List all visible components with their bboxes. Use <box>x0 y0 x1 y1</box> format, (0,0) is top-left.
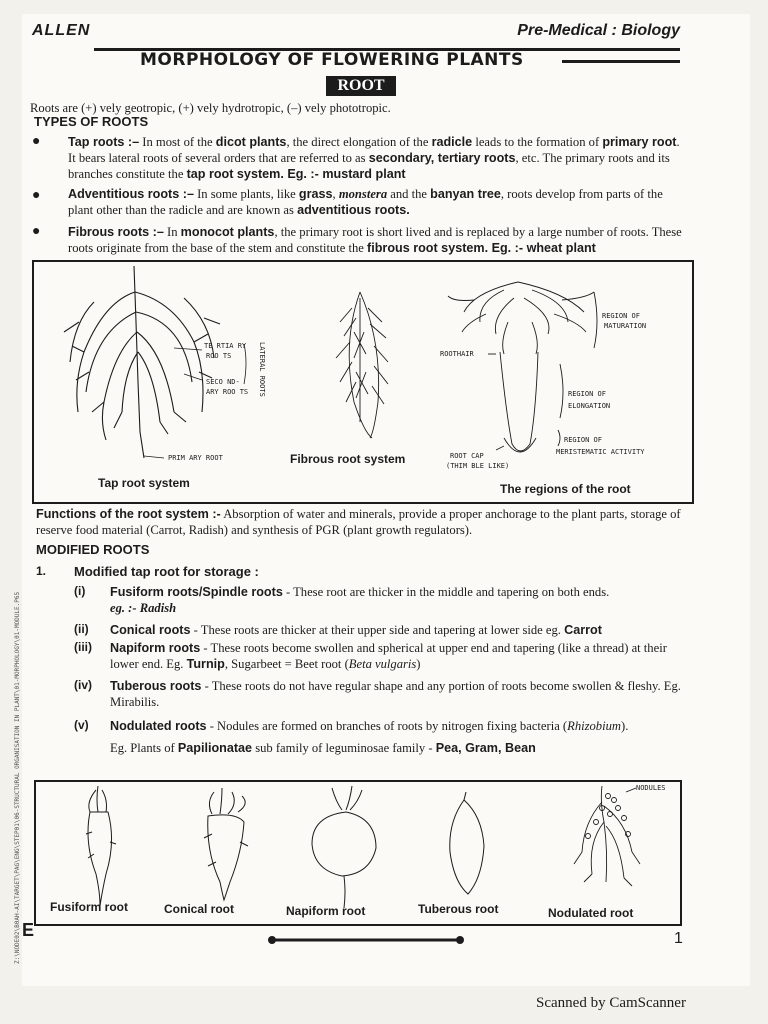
svg-text:(THIM BLE LIKE): (THIM BLE LIKE) <box>446 462 510 470</box>
root-regions-drawing <box>448 282 597 452</box>
fusiform-root-drawing <box>86 786 116 906</box>
title-rule <box>562 60 680 63</box>
tuberous-description: Tuberous roots - These roots do not have regular shape and any portion of roots become swollen & fleshy. Eg. Mirabilis. <box>110 679 681 709</box>
intro-text: Roots are (+) vely geotropic, (+) vely hydrotropic, (–) vely phototropic. <box>30 101 391 115</box>
page-title: MORPHOLOGY OF FLOWERING PLANTS <box>140 50 524 70</box>
fibrous-root-drawing <box>336 292 388 438</box>
napiform-caption: Napiform root <box>286 904 366 918</box>
label-root-hair: ROOTHAIR <box>440 350 474 358</box>
svg-text:ROO TS: ROO TS <box>206 352 232 360</box>
modified-roots-figure <box>34 780 682 926</box>
item-number: (v) <box>74 718 89 732</box>
bullet-icon: ● <box>32 222 41 238</box>
root-systems-figure <box>32 260 694 504</box>
tap-root-drawing <box>64 266 220 458</box>
regions-root-caption: The regions of the root <box>500 482 631 496</box>
section-badge: ROOT <box>326 76 396 96</box>
label-secondary-roots: SECO ND- <box>206 378 240 386</box>
storage-heading: Modified tap root for storage : <box>74 564 259 579</box>
item-number: (i) <box>74 584 86 598</box>
nodulated-example: Eg. Plants of Papilionatae sub family of leguminosae family - Pea, Gram, Bean <box>110 741 536 755</box>
storage-number: 1. <box>36 564 47 578</box>
bullet-icon: ● <box>32 186 41 202</box>
page-number: 1 <box>674 930 683 947</box>
document-page <box>14 14 750 986</box>
item-number: (ii) <box>74 622 89 636</box>
label-primary-root: PRIM ARY ROOT <box>168 454 223 462</box>
svg-text:ARY ROO TS: ARY ROO TS <box>206 388 249 396</box>
item-number: (iii) <box>74 640 92 654</box>
fusiform-caption: Fusiform root <box>50 900 128 914</box>
modified-roots-heading: MODIFIED ROOTS <box>36 542 150 557</box>
brand-logo: ALLEN <box>32 22 91 39</box>
tuberous-caption: Tuberous root <box>418 902 499 916</box>
nodulated-caption: Nodulated root <box>548 906 634 920</box>
item-number: (iv) <box>74 678 92 692</box>
nodulated-description: Nodulated roots - Nodules are formed on branches of roots by nitrogen fixing bacteria (Rhizobium). <box>110 719 629 733</box>
subject-header: Pre-Medical : Biology <box>517 22 680 39</box>
label-tertiary-roots: TE RTIA RY <box>204 342 247 350</box>
label-meristem: REGION OF <box>564 436 602 444</box>
root-systems-illustration <box>34 262 692 502</box>
fibrous-root-caption: Fibrous root system <box>290 452 406 466</box>
fibrous-root-paragraph: Fibrous roots :– In monocot plants, the primary root is short lived and is replaced by a large number of roots. These roots originate from the base of the stem and constitute the fibrous root system. Eg. :- wheat plant <box>68 225 682 255</box>
scanner-watermark: Scanned by CamScanner <box>536 995 686 1011</box>
footer-letter: E <box>22 920 35 940</box>
label-maturation: REGION OF <box>602 312 640 320</box>
label-nodules: NODULES <box>636 784 666 792</box>
modified-roots-illustration <box>36 782 680 924</box>
fusiform-description: Fusiform roots/Spindle roots - These root are thicker in the middle and tapering on both ends. eg. :- Radish <box>110 585 610 615</box>
tap-root-paragraph: Tap roots :– In most of the dicot plants, the direct elongation of the radicle leads to the formation of primary root. It bears lateral roots of several orders that are referred to as secondary, tertiary roots, etc. The primary roots and its branches constitute the tap root system. Eg. :- mustard plant <box>68 135 680 181</box>
tap-root-caption: Tap root system <box>98 476 190 490</box>
napiform-description: Napiform roots - These roots become swollen and spherical at upper end and tapering (like a thread) at their lower end. Eg. Turnip, Sugarbeet = Beet root (Beta vulgaris) <box>110 641 667 671</box>
footer-divider <box>266 934 466 946</box>
conical-root-drawing <box>204 788 248 900</box>
file-path-sidebar: Z:\NODE02\B0AH-AI\TARGET\PAG\ENG\STEP01\06-STRUCTURAL ORGANISATION IN PLANT\01-MORPHOLOGY\01-MODULE.P65 <box>14 591 21 964</box>
napiform-root-drawing <box>312 786 376 908</box>
tuberous-root-drawing <box>450 792 484 894</box>
nodulated-root-drawing <box>574 786 640 886</box>
svg-text:MERISTEMATIC ACTIVITY: MERISTEMATIC ACTIVITY <box>556 448 645 456</box>
bullet-icon: ● <box>32 132 41 148</box>
conical-caption: Conical root <box>164 902 235 916</box>
label-root-cap: ROOT CAP <box>450 452 484 460</box>
functions-paragraph: Functions of the root system :- Absorption of water and minerals, provide a proper anchorage to the plant parts, storage of reserve food material (Carrot, Radish) and synthesis of PGR (plant growth regulators). <box>36 507 681 537</box>
label-lateral-roots: LATERAL ROOTS <box>258 342 266 397</box>
types-heading: TYPES OF ROOTS <box>34 114 149 129</box>
label-elongation: REGION OF <box>568 390 606 398</box>
adventitious-root-paragraph: Adventitious roots :– In some plants, like grass, monstera and the banyan tree, roots develop from parts of the plant other than the radicle and are known as adventitious roots. <box>68 187 663 217</box>
conical-description: Conical roots - These roots are thicker at their upper side and tapering at lower side eg. Carrot <box>110 623 602 637</box>
svg-text:MATURATION: MATURATION <box>604 322 647 330</box>
svg-text:ELONGATION: ELONGATION <box>568 402 611 410</box>
